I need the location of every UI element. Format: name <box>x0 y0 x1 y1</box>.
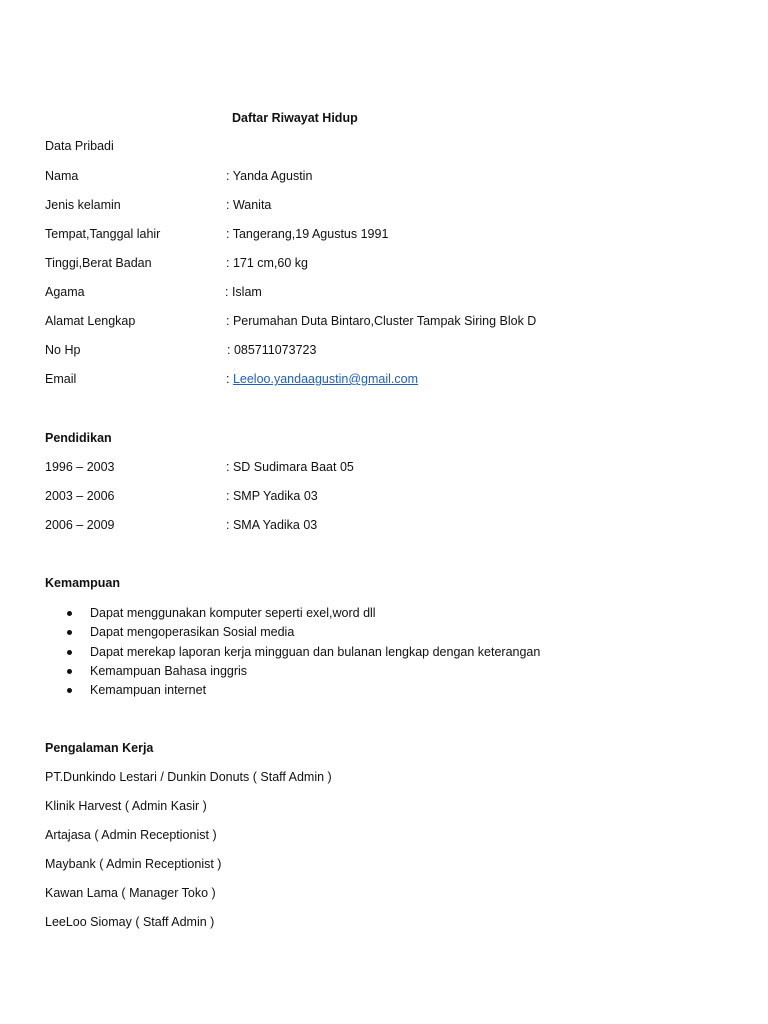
skill-text: Dapat menggunakan komputer seperti exel,word dll <box>90 606 376 620</box>
education-school: : SMP Yadika 03 <box>226 489 318 503</box>
education-heading: Pendidikan <box>45 431 112 445</box>
skill-text: Dapat merekap laporan kerja mingguan dan bulanan lengkap dengan keterangan <box>90 644 541 659</box>
phone-label: No Hp <box>45 343 81 357</box>
education-years: 1996 – 2003 <box>45 460 115 474</box>
address-label: Alamat Lengkap <box>45 314 136 328</box>
skill-item <box>67 681 540 700</box>
religion-label: Agama <box>45 285 85 299</box>
skill-text: Dapat mengoperasikan Sosial media <box>90 625 295 640</box>
education-school: : SD Sudimara Baat 05 <box>226 460 354 474</box>
experience-item: Maybank ( Admin Receptionist ) <box>45 857 222 871</box>
skill-item <box>67 643 540 662</box>
skill-text: Kemampuan internet <box>90 683 207 698</box>
bullet-icon <box>67 669 72 674</box>
skill-item <box>67 623 540 642</box>
education-school: : SMA Yadika 03 <box>226 518 318 532</box>
bullet-icon <box>67 611 72 616</box>
bullet-icon <box>67 650 72 655</box>
experience-item: Klinik Harvest ( Admin Kasir ) <box>45 799 207 813</box>
experience-item: PT.Dunkindo Lestari / Dunkin Donuts ( Staff Admin ) <box>45 770 332 784</box>
email-link[interactable]: Leeloo.yandaagustin@gmail.com <box>232 372 418 386</box>
gender-label: Jenis kelamin <box>45 198 121 212</box>
skill-item <box>67 662 540 681</box>
name-value: : Yanda Agustin <box>226 169 313 183</box>
email-value <box>226 372 418 386</box>
birth-value: : Tangerang,19 Agustus 1991 <box>226 227 389 241</box>
personal-heading: Data Pribadi <box>45 139 114 153</box>
bullet-icon <box>67 630 72 635</box>
skills-heading: Kemampuan <box>45 576 121 590</box>
bullet-icon <box>67 688 72 693</box>
education-years: 2003 – 2006 <box>45 489 115 503</box>
education-years: 2006 – 2009 <box>45 518 115 532</box>
experience-heading: Pengalaman Kerja <box>45 741 154 755</box>
address-value: : Perumahan Duta Bintaro,Cluster Tampak Siring Blok D <box>226 314 537 328</box>
birth-label: Tempat,Tanggal lahir <box>45 227 161 241</box>
phone-value: : 085711073723 <box>227 343 317 357</box>
experience-item: Artajasa ( Admin Receptionist ) <box>45 828 217 842</box>
document-title: Daftar Riwayat Hidup <box>232 111 358 125</box>
skills-list <box>67 604 540 700</box>
email-prefix: : <box>226 372 233 386</box>
religion-value: : Islam <box>225 285 262 299</box>
name-label: Nama <box>45 169 79 183</box>
email-label: Email <box>45 372 77 386</box>
experience-item: LeeLoo Siomay ( Staff Admin ) <box>45 915 215 929</box>
gender-value: : Wanita <box>226 198 272 212</box>
height-weight-value: : 171 cm,60 kg <box>226 256 308 270</box>
skill-item <box>67 604 540 623</box>
height-weight-label: Tinggi,Berat Badan <box>45 256 152 270</box>
experience-item: Kawan Lama ( Manager Toko ) <box>45 886 216 900</box>
skill-text: Kemampuan Bahasa inggris <box>90 663 248 678</box>
